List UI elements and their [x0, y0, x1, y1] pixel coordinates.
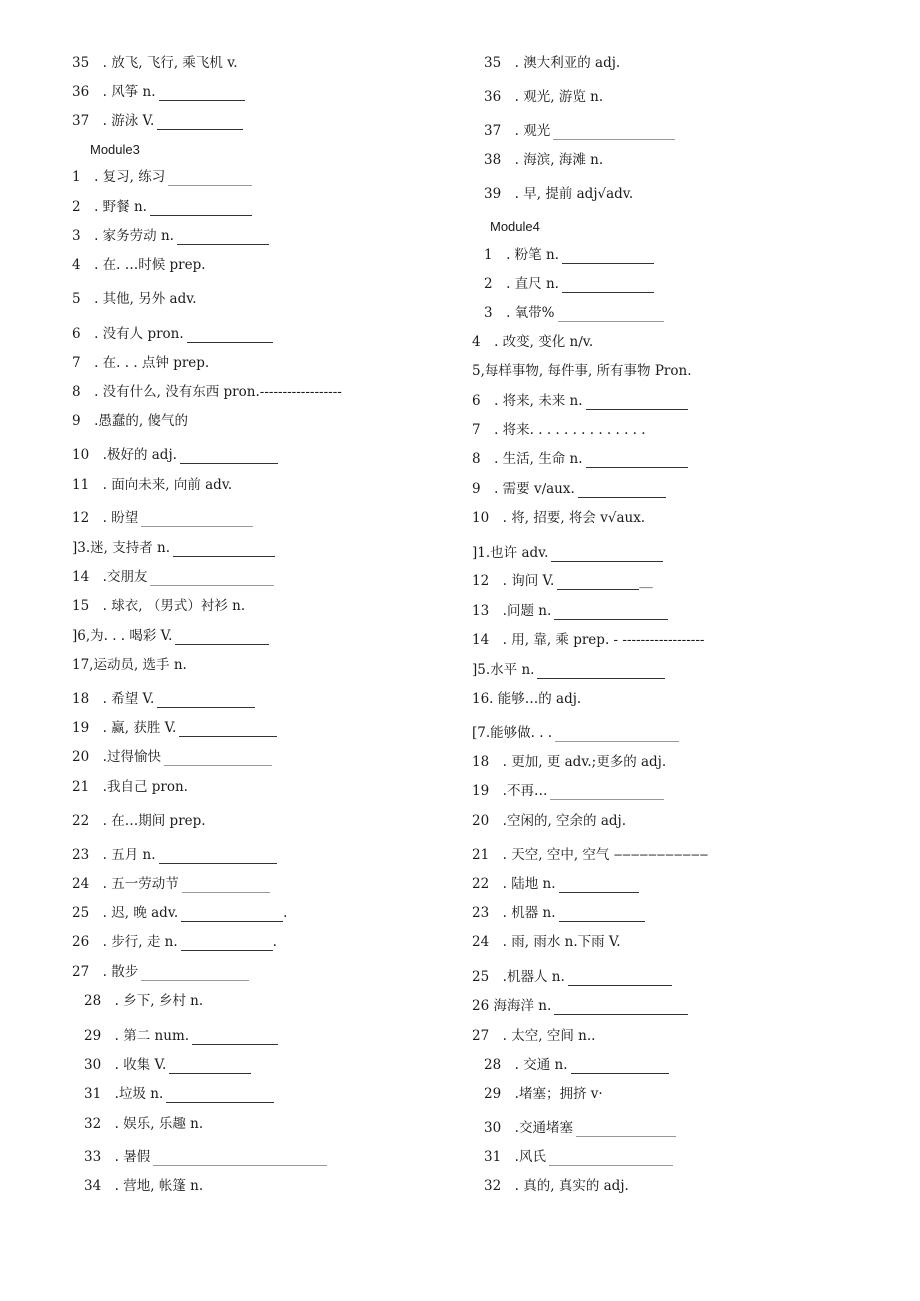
vocab-item — [484, 304, 664, 322]
vocab-text: 35 . 放飞, 飞行, 乘飞机 v. — [72, 55, 238, 71]
vocab-text: ]5.水平 n. — [472, 662, 535, 678]
module-heading — [490, 218, 540, 236]
vocab-item — [72, 168, 252, 186]
vocab-text: 4 . 改变, 变化 n∕v. — [472, 334, 594, 350]
vocab-item — [72, 539, 275, 557]
vocab-text: 39 . 早, 提前 adj√adv. — [484, 186, 634, 202]
answer-blank[interactable] — [558, 307, 664, 322]
answer-blank[interactable] — [555, 727, 679, 742]
answer-blank[interactable] — [562, 278, 654, 293]
vocab-item — [472, 997, 688, 1015]
vocab-text: 17,运动员, 选手 n. — [72, 657, 187, 673]
vocab-text: 8 . 生活, 生命 n. — [472, 451, 583, 467]
vocab-item — [72, 875, 270, 893]
vocab-text: 27 . 散步 — [72, 964, 139, 980]
vocab-item — [472, 602, 668, 620]
vocab-item — [84, 1115, 203, 1133]
vocab-text: 29 . 第二 num. — [84, 1028, 190, 1044]
answer-blank[interactable] — [150, 201, 252, 216]
vocab-item — [84, 1027, 278, 1045]
vocab-item — [472, 968, 672, 986]
vocab-text: ]1.也许 adv. — [472, 545, 549, 561]
vocab-text: 4 . 在. …时候 prep. — [72, 257, 206, 273]
vocab-item — [72, 325, 273, 343]
vocab-item — [472, 544, 663, 562]
vocab-item — [472, 875, 639, 893]
answer-blank[interactable] — [586, 453, 688, 468]
vocab-text: 32 . 娱乐, 乐趣 n. — [84, 1116, 204, 1132]
vocab-text: 33 . 暑假 — [84, 1149, 151, 1165]
trailing-mark: . — [283, 905, 288, 921]
module-title: Module4 — [490, 219, 540, 234]
vocab-item — [72, 198, 252, 216]
vocab-text: 6 . 没有人 pron. — [72, 326, 184, 342]
answer-blank[interactable] — [173, 542, 275, 557]
answer-blank[interactable] — [576, 1122, 676, 1137]
answer-blank[interactable] — [586, 395, 688, 410]
answer-blank[interactable] — [166, 1088, 274, 1103]
vocab-item — [72, 476, 232, 494]
vocab-text: 7 . 在. . . 点钟 prep. — [72, 355, 210, 371]
vocab-item — [72, 383, 342, 401]
vocab-text: 38 . 海滨, 海滩 n. — [484, 152, 604, 168]
vocab-text: 21 .我自己 pron. — [72, 779, 188, 795]
answer-blank[interactable] — [175, 630, 269, 645]
answer-blank[interactable] — [559, 878, 639, 893]
vocab-item — [72, 112, 243, 130]
answer-blank[interactable] — [181, 936, 273, 951]
answer-blank[interactable] — [169, 1059, 251, 1074]
vocab-item — [472, 450, 688, 468]
answer-blank[interactable] — [159, 849, 277, 864]
vocab-text: 37 . 游泳 V. — [72, 113, 155, 129]
vocab-text: ]3.迷, 支持者 n. — [72, 540, 171, 556]
vocab-item — [472, 480, 666, 498]
vocab-text: 36 . 观光, 游览 n. — [484, 89, 604, 105]
vocab-text: 18 . 希望 V. — [72, 691, 155, 707]
vocab-item — [472, 1027, 595, 1045]
vocab-text: 8 . 没有什么, 没有东西 pron.------------------ — [72, 384, 342, 400]
answer-blank[interactable] — [153, 1151, 327, 1166]
vocab-text: 24 . 五一劳动节 — [72, 876, 179, 892]
vocab-item — [72, 597, 245, 615]
vocab-item — [84, 1177, 203, 1195]
vocab-item — [472, 362, 692, 380]
vocab-text: ]6,为. . . 喝彩 V. — [72, 628, 173, 644]
trailing-mark: . — [272, 934, 277, 950]
vocab-text: 22 . 陆地 n. — [472, 876, 556, 892]
vocab-item — [72, 627, 269, 645]
vocab-text: 16. 能够…的 adj. — [472, 691, 582, 707]
vocab-text: 9 . 需要 v∕aux. — [472, 481, 575, 497]
vocab-text: 34 . 营地, 帐篷 n. — [84, 1178, 204, 1194]
vocab-text: 3 . 氧带% — [484, 305, 555, 321]
answer-blank[interactable] — [182, 878, 270, 893]
answer-blank[interactable] — [177, 230, 269, 245]
answer-blank[interactable] — [554, 1000, 688, 1015]
answer-blank[interactable] — [571, 1059, 669, 1074]
answer-blank[interactable] — [150, 571, 274, 586]
vocab-text: 31 .垃圾 n. — [84, 1086, 164, 1102]
answer-blank[interactable] — [578, 483, 666, 498]
vocab-text: 10 .极好的 adj. — [72, 447, 177, 463]
vocab-item — [72, 256, 206, 274]
vocab-text: 35 . 澳大利亚的 adj. — [484, 55, 621, 71]
vocab-text: 21 . 天空, 空中, 空气 ‒‒‒‒‒‒‒‒‒‒‒ — [472, 847, 709, 863]
vocab-text: 7 . 将来. . . . . . . . . . . . . . — [472, 422, 646, 438]
vocab-item — [84, 1148, 327, 1166]
vocab-item — [72, 446, 278, 464]
vocab-item — [484, 88, 603, 106]
vocab-item — [472, 904, 645, 922]
trailing-mark: __ — [639, 573, 653, 589]
vocab-text: 31 .风氏 — [484, 1149, 546, 1165]
vocab-item — [472, 392, 688, 410]
module-title: Module3 — [90, 142, 140, 157]
vocab-item — [72, 54, 238, 72]
vocab-item — [472, 753, 666, 771]
vocab-item — [72, 509, 253, 527]
vocab-text: 18 . 更加, 更 adv.;更多的 adj. — [472, 754, 667, 770]
vocab-item — [72, 748, 272, 766]
vocab-text: 11 . 面向未来, 向前 adv. — [72, 477, 233, 493]
vocab-item — [484, 1177, 629, 1195]
vocab-text: 1 . 粉笔 n. — [484, 247, 559, 263]
answer-blank[interactable] — [187, 328, 273, 343]
vocab-item — [484, 275, 654, 293]
vocab-item — [472, 421, 646, 439]
vocab-item — [472, 333, 593, 351]
vocab-text: 32 . 真的, 真实的 adj. — [484, 1178, 629, 1194]
vocab-text: 3 . 家务劳动 n. — [72, 228, 174, 244]
vocab-text: 2 . 野餐 n. — [72, 199, 147, 215]
vocab-text: 20 .过得愉快 — [72, 749, 161, 765]
answer-blank[interactable] — [562, 249, 654, 264]
vocab-item — [484, 1148, 673, 1166]
answer-blank[interactable] — [164, 751, 272, 766]
vocab-text: 30 .交通堵塞 — [484, 1120, 573, 1136]
vocab-text: 23 . 机器 n. — [472, 905, 556, 921]
vocab-item — [84, 1056, 251, 1074]
vocab-text: 12 . 盼望 — [72, 510, 139, 526]
vocab-item — [72, 290, 197, 308]
answer-blank[interactable] — [192, 1030, 278, 1045]
vocab-item — [472, 812, 626, 830]
vocab-text: 2 . 直尺 n. — [484, 276, 559, 292]
answer-blank[interactable] — [549, 1151, 673, 1166]
vocab-item — [472, 690, 581, 708]
vocab-text: 28 . 乡下, 乡村 n. — [84, 993, 204, 1009]
vocab-text: 28 . 交通 n. — [484, 1057, 568, 1073]
vocab-text: [7.能够做. . . — [472, 725, 553, 741]
vocab-item — [72, 963, 249, 981]
vocab-item — [72, 656, 187, 674]
vocab-text: 10 . 将, 招要, 将会 v√aux. — [472, 510, 646, 526]
answer-blank[interactable] — [181, 907, 283, 922]
vocab-item — [84, 1085, 274, 1103]
vocab-text: 20 .空闲的, 空余的 adj. — [472, 813, 627, 829]
answer-blank[interactable] — [157, 115, 243, 130]
vocab-item — [472, 509, 645, 527]
answer-blank[interactable] — [537, 664, 665, 679]
vocab-item — [72, 933, 277, 951]
vocab-item — [484, 1085, 603, 1103]
answer-blank[interactable] — [179, 722, 277, 737]
vocab-text: 13 .问题 n. — [472, 603, 552, 619]
vocab-text: 14 . 用, 靠, 乘 prep. - ------------------ — [472, 632, 705, 648]
answer-blank[interactable] — [157, 693, 255, 708]
answer-blank[interactable] — [141, 966, 249, 981]
vocab-text: 25 .机器人 n. — [472, 969, 565, 985]
vocab-text: 14 .交朋友 — [72, 569, 148, 585]
vocab-item — [472, 846, 708, 864]
vocab-item — [72, 690, 255, 708]
vocab-text: 9 .愚蠢的, 傻气的 — [72, 413, 188, 429]
module-heading — [90, 141, 140, 159]
vocab-item — [472, 782, 664, 800]
vocab-item — [72, 904, 287, 922]
answer-blank[interactable] — [141, 512, 253, 527]
vocab-text: 29 .堵塞；拥挤 v· — [484, 1086, 603, 1102]
vocab-item — [72, 227, 269, 245]
vocab-item — [72, 846, 277, 864]
vocab-item — [484, 185, 633, 203]
vocab-text: 19 .不再… — [472, 783, 548, 799]
vocab-text: 19 . 赢, 获胜 V. — [72, 720, 177, 736]
vocab-text: 37 . 观光 — [484, 123, 551, 139]
vocab-item — [472, 631, 705, 649]
answer-blank[interactable] — [553, 125, 675, 140]
vocab-item — [484, 54, 620, 72]
answer-blank[interactable] — [551, 547, 663, 562]
vocab-item — [72, 778, 188, 796]
answer-blank[interactable] — [550, 785, 664, 800]
vocab-item — [72, 83, 245, 101]
vocab-item — [472, 724, 679, 742]
vocab-item — [72, 412, 188, 430]
answer-blank[interactable] — [557, 575, 639, 590]
vocab-text: 23 . 五月 n. — [72, 847, 156, 863]
answer-blank[interactable] — [159, 86, 245, 101]
vocab-text: 1 . 复习, 练习 — [72, 169, 166, 185]
vocab-item — [72, 568, 274, 586]
answer-blank[interactable] — [568, 971, 672, 986]
vocab-text: 6 . 将来, 未来 n. — [472, 393, 583, 409]
vocab-item — [72, 354, 209, 372]
vocab-text: 36 . 风筝 n. — [72, 84, 156, 100]
vocab-text: 27 . 太空, 空间 n.. — [472, 1028, 596, 1044]
vocab-text: 22 . 在…期间 prep. — [72, 813, 206, 829]
vocab-text: 12 . 询问 V. — [472, 573, 555, 589]
vocab-item — [484, 151, 603, 169]
vocab-text: 26 海海洋 n. — [472, 998, 552, 1014]
answer-blank[interactable] — [168, 171, 252, 186]
vocab-item — [472, 933, 621, 951]
vocab-text: 5,每样事物, 每件事, 所有事物 Pron. — [472, 363, 692, 379]
vocab-text: 24 . 雨, 雨水 n.下雨 V. — [472, 934, 621, 950]
vocab-text: 30 . 收集 V. — [84, 1057, 167, 1073]
answer-blank[interactable] — [554, 605, 668, 620]
answer-blank[interactable] — [180, 449, 278, 464]
vocab-item — [72, 719, 277, 737]
vocab-item — [472, 572, 653, 590]
vocab-text: 5 . 其他, 另外 adv. — [72, 291, 197, 307]
vocab-item — [484, 246, 654, 264]
vocab-text: 26 . 步行, 走 n. — [72, 934, 178, 950]
vocab-item — [484, 122, 675, 140]
vocab-text: 25 . 迟, 晚 adv. — [72, 905, 179, 921]
vocab-item — [484, 1119, 676, 1137]
vocab-item — [472, 661, 665, 679]
vocab-item — [84, 992, 203, 1010]
vocab-item — [484, 1056, 669, 1074]
vocab-text: 15 . 球衣, （男式）衬衫 n. — [72, 598, 246, 614]
answer-blank[interactable] — [559, 907, 645, 922]
vocab-item — [72, 812, 206, 830]
